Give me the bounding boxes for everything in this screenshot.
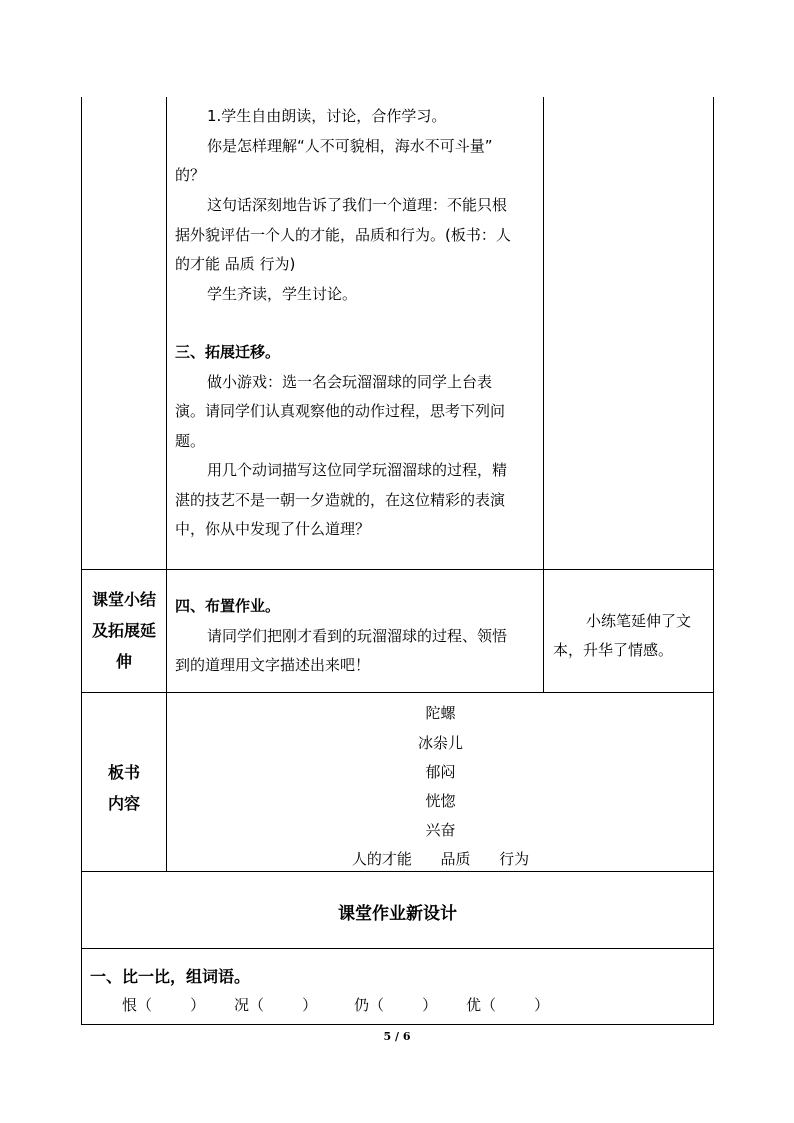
- homework-title: 课堂作业新设计: [338, 904, 457, 924]
- content-line: 这句话深刻地告诉了我们一个道理：不能只根: [207, 196, 508, 214]
- content-line: 中，你从中发现了什么道理？: [175, 520, 371, 538]
- note-line: 小练笔延伸了文: [586, 612, 692, 630]
- section-heading: 三、拓展迁移。: [175, 343, 281, 361]
- row-label-board: [82, 757, 166, 819]
- row-label-summary: [82, 584, 166, 677]
- content-line: 你是怎样理解“人不可貌相，海水不可斗量”: [207, 137, 493, 155]
- content-line: 1.学生自由朗读，讨论，合作学习。: [207, 107, 447, 125]
- board-item: 人的才能 品质 行为: [351, 850, 530, 868]
- content-line: 的？: [175, 166, 206, 184]
- content-line: 湛的技艺不是一朝一夕造就的，在这位精彩的表演: [175, 491, 506, 509]
- table-border-right: [713, 97, 714, 1025]
- exercise-item: 恨（ ）: [122, 996, 206, 1014]
- board-item: 恍惚: [425, 792, 456, 810]
- row-divider-1: [81, 569, 714, 570]
- exercise-item: 仍（ ）: [354, 996, 438, 1014]
- label-line: 伸: [115, 652, 132, 671]
- exercise-item: 况（ ）: [234, 996, 318, 1014]
- content-line: 用几个动词描写这位同学玩溜溜球的过程，精: [207, 461, 508, 479]
- content-line: 据外貌评估一个人的才能，品质和行为。(板书：人: [175, 226, 511, 244]
- row-divider-4: [81, 948, 714, 949]
- content-line: 题。: [175, 432, 206, 450]
- table-border-left: [81, 97, 82, 1025]
- table-border-bottom: [81, 1024, 714, 1025]
- board-item: 郁闷: [425, 763, 456, 781]
- content-line: 学生齐读，学生讨论。: [207, 285, 358, 303]
- row-divider-3: [81, 871, 714, 872]
- note-line: 本，升华了情感。: [553, 641, 674, 659]
- exercise-item: 优（ ）: [466, 996, 550, 1014]
- exercise-heading: 一、比一比，组词语。: [90, 967, 251, 986]
- content-line: 到的道理用文字描述出来吧！: [175, 656, 371, 674]
- page-number: 5 / 6: [383, 1030, 411, 1043]
- content-line: 演。请同学们认真观察他的动作过程，思考下列问: [175, 402, 506, 420]
- column-divider-label: [166, 97, 167, 872]
- section-heading: 四、布置作业。: [175, 597, 281, 615]
- board-item: 冰尜儿: [417, 734, 463, 752]
- content-line: 的才能 品质 行为): [175, 255, 296, 273]
- label-line: 课堂小结: [91, 590, 156, 609]
- label-line: 内容: [107, 794, 140, 813]
- column-divider-notes: [543, 97, 544, 692]
- label-line: 及拓展延: [91, 621, 156, 640]
- content-line: 做小游戏：选一名会玩溜溜球的同学上台表: [207, 373, 493, 391]
- board-item: 陀螺: [425, 704, 456, 722]
- row-divider-2: [81, 692, 714, 693]
- label-line: 板书: [107, 763, 140, 782]
- board-item: 兴奋: [425, 821, 456, 839]
- content-line: 请同学们把刚才看到的玩溜溜球的过程、领悟: [207, 627, 508, 645]
